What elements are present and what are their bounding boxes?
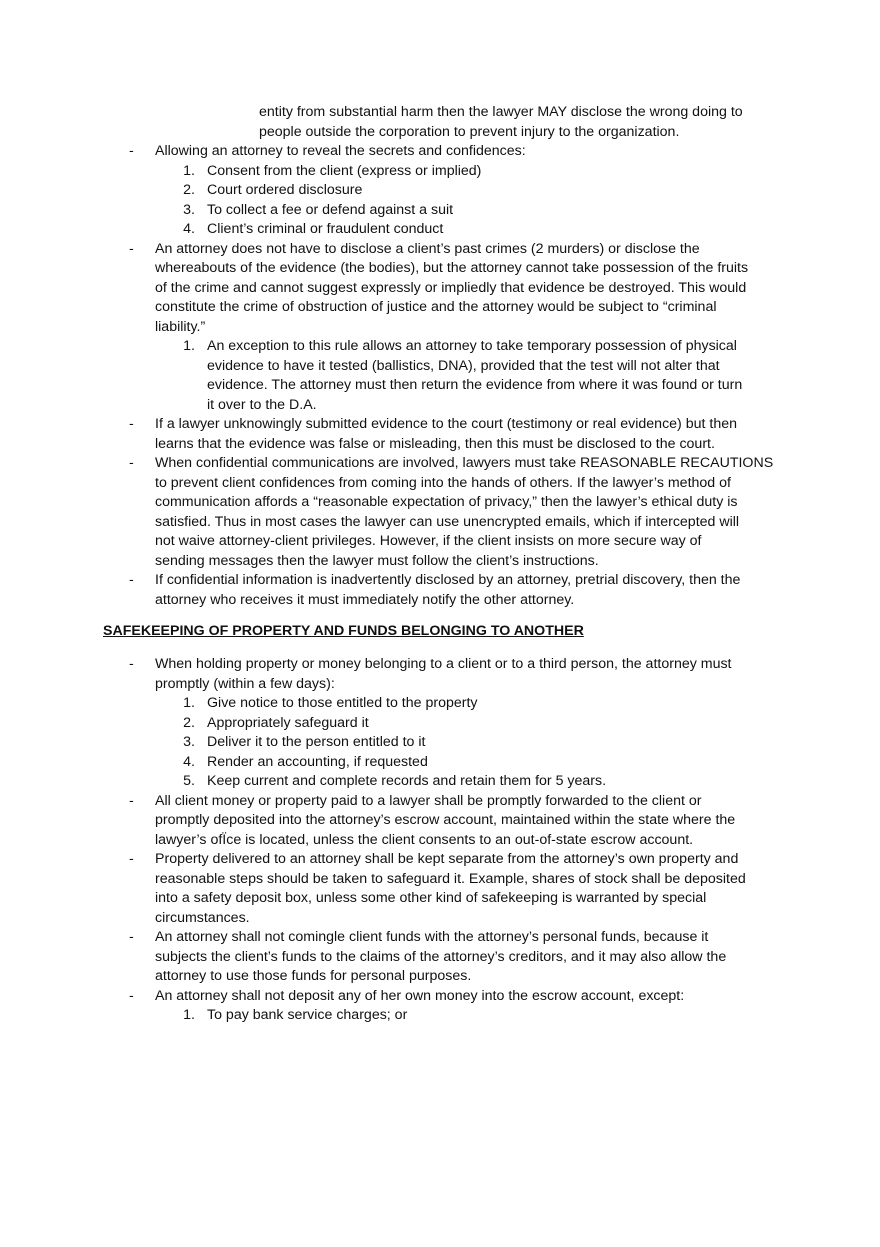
list-number: 1. xyxy=(183,695,195,711)
bullet-text-line: communication affords a “reasonable expectation of privacy,” then the lawyer’s ethical duty is xyxy=(155,494,738,510)
list-item-line: Give notice to those entitled to the property xyxy=(207,695,478,711)
bullet-text-line: not waive attorney-client privileges. However, if the client insists on more secure way of xyxy=(155,533,702,549)
list-item-line: Keep current and complete records and retain them for 5 years. xyxy=(207,773,607,789)
bullet-dash: - xyxy=(129,987,134,1004)
list-number: 2. xyxy=(183,714,195,731)
list-number: 4. xyxy=(183,753,195,770)
continuation-line: entity from substantial harm then the lawyer MAY disclose the wrong doing to xyxy=(259,104,743,120)
list-item-line: Court ordered disclosure xyxy=(207,182,363,198)
bullet-text-line: whereabouts of the evidence (the bodies), but the attorney cannot take possession of the fruits xyxy=(155,260,749,276)
list-number: 5. xyxy=(183,773,195,789)
list-item-line: Appropriately safeguard it xyxy=(207,714,369,731)
bullet-dash: - xyxy=(129,455,134,471)
bullet-text-line: attorney to use those funds for personal purposes. xyxy=(155,968,472,984)
bullet-text-line: Property delivered to an attorney shall be kept separate from the attorney’s own property and xyxy=(155,851,739,867)
list-number: 3. xyxy=(183,201,195,218)
bullet-text-line: An attorney shall not comingle client funds with the attorney’s personal funds, because it xyxy=(155,929,709,945)
bullet-text-line: When confidential communications are involved, lawyers must take REASONABLE RECAUTIONS xyxy=(155,455,774,471)
bullet-text-line: promptly (within a few days): xyxy=(155,675,335,692)
bullet-text-line: liability.” xyxy=(155,318,206,335)
bullet-text-line: into a safety deposit box, unless some other kind of safekeeping is warranted by special xyxy=(155,890,707,906)
list-item-line: Render an accounting, if requested xyxy=(207,753,428,770)
list-number: 1. xyxy=(183,162,195,179)
list-number: 3. xyxy=(183,734,195,750)
list-number: 1. xyxy=(183,338,195,354)
bullet-text-line: lawyer’s ofÏce is located, unless the client consents to an out-of-state escrow account. xyxy=(155,831,694,848)
bullet-dash: - xyxy=(129,792,134,809)
bullet-dash: - xyxy=(129,851,134,867)
list-item-line: To pay bank service charges; or xyxy=(207,1007,408,1023)
bullet-text-line: promptly deposited into the attorney’s escrow account, maintained within the state where the xyxy=(155,812,736,828)
bullet-dash: - xyxy=(129,143,134,159)
bullet-text-line: to prevent client confidences from coming into the hands of others. If the lawyer’s method of xyxy=(155,474,731,491)
bullet-dash: - xyxy=(129,656,134,672)
bullet-text-line: An attorney does not have to disclose a client’s past crimes (2 murders) or disclose the xyxy=(155,240,700,257)
bullet-text-line: sending messages then the lawyer must follow the client’s instructions. xyxy=(155,552,599,569)
list-number: 1. xyxy=(183,1007,195,1023)
bullet-text-line: attorney who receives it must immediately notify the other attorney. xyxy=(155,591,575,608)
section-heading: SAFEKEEPING OF PROPERTY AND FUNDS BELONGING TO ANOTHER xyxy=(103,623,584,639)
bullet-text-line: When holding property or money belonging to a client or to a third person, the attorney must xyxy=(155,656,732,672)
bullet-text-line: learns that the evidence was false or misleading, then this must be disclosed to the court. xyxy=(155,435,715,452)
list-item-line: evidence. The attorney must then return the evidence from where it was found or turn xyxy=(207,377,743,393)
list-item-line: Client’s criminal or fraudulent conduct xyxy=(207,221,444,237)
bullet-text-line: of the crime and cannot suggest expressly or impliedly that evidence be destroyed. This would xyxy=(155,279,747,296)
list-item-line: it over to the D.A. xyxy=(207,396,317,413)
bullet-text-line: reasonable steps should be taken to safeguard it. Example, shares of stock shall be deposited xyxy=(155,870,746,887)
bullet-text-line: circumstances. xyxy=(155,909,250,926)
list-item-line: To collect a fee or defend against a suit xyxy=(207,201,454,218)
bullet-text-line: If a lawyer unknowingly submitted evidence to the court (testimony or real evidence) but then xyxy=(155,416,737,432)
list-item-line: evidence to have it tested (ballistics, DNA), provided that the test will not alter that xyxy=(207,357,720,374)
bullet-text-line: constitute the crime of obstruction of justice and the attorney would be subject to “criminal xyxy=(155,299,717,315)
bullet-dash: - xyxy=(129,416,134,432)
bullet-text-line: satisfied. Thus in most cases the lawyer can use unencrypted emails, which if intercepted will xyxy=(155,513,740,530)
bullet-dash: - xyxy=(129,572,134,588)
continuation-line: people outside the corporation to prevent injury to the organization. xyxy=(259,123,680,140)
bullet-text-line: If confidential information is inadvertently disclosed by an attorney, pretrial discovery, then the xyxy=(155,572,741,588)
list-item-line: An exception to this rule allows an attorney to take temporary possession of physical xyxy=(207,338,737,354)
list-number: 4. xyxy=(183,221,195,237)
bullet-text-line: Allowing an attorney to reveal the secrets and confidences: xyxy=(155,143,526,159)
bullet-text-line: An attorney shall not deposit any of her own money into the escrow account, except: xyxy=(155,987,685,1004)
list-item-line: Consent from the client (express or implied) xyxy=(207,162,482,179)
list-number: 2. xyxy=(183,182,195,198)
bullet-dash: - xyxy=(129,240,134,257)
bullet-text-line: All client money or property paid to a lawyer shall be promptly forwarded to the client or xyxy=(155,792,702,809)
list-item-line: Deliver it to the person entitled to it xyxy=(207,734,426,750)
bullet-text-line: subjects the client’s funds to the claims of the attorney’s creditors, and it may also allow the xyxy=(155,948,727,965)
bullet-dash: - xyxy=(129,929,134,945)
